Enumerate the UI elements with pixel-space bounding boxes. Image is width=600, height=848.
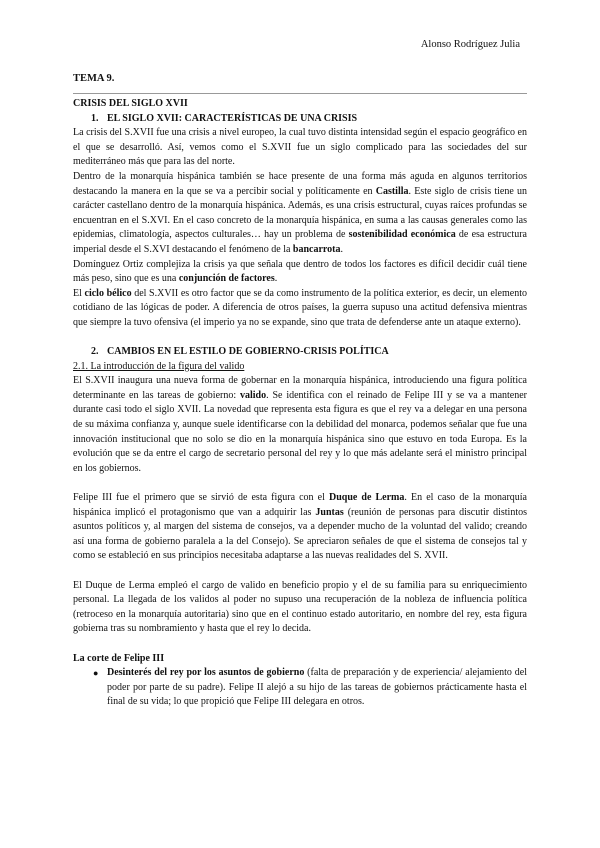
spacer bbox=[73, 564, 527, 579]
bancarrota-bold: bancarrota bbox=[292, 243, 341, 255]
paragraph-4-text-a: El bbox=[73, 287, 85, 299]
corte-felipe-iii-title: La corte de Felipe III bbox=[73, 652, 165, 664]
paragraph-6-text-c: . En el caso de la monarquía hispánica implicó el protagonismo que van a adquirir las bbox=[73, 492, 527, 518]
paragraph-3 bbox=[73, 258, 527, 287]
section-1-heading-text: EL SIGLO XVII: CARACTERÍSTICAS DE UNA CRISIS bbox=[107, 112, 358, 124]
juntas-bold: Juntas bbox=[315, 506, 344, 518]
document-body bbox=[73, 97, 527, 710]
valido-bold: valido bbox=[239, 389, 267, 401]
crisis-title: CRISIS DEL SIGLO XVII bbox=[73, 98, 188, 109]
bullet-icon: ● bbox=[93, 668, 99, 679]
paragraph-2-text-c: . Este siglo de crisis tiene un carácter castellano dentro de la monarquía hispánica. Además, es una crisis estructural, cuyas raíces profundas se encuentran en el S.XVI. En el caso concreto de la monarquía hispánica, en suma a las causas generales como las epidemias, climatología, aspectos culturales… hay un problema de bbox=[73, 185, 527, 241]
subsection-2-1-heading: 2.1. La introducción de la figura del valido bbox=[73, 360, 245, 372]
tema-title: TEMA 9. bbox=[73, 73, 115, 84]
list-item bbox=[93, 666, 527, 710]
paragraph-3-text-c: . bbox=[274, 273, 278, 285]
paragraph-5 bbox=[73, 374, 527, 476]
section-2-number: 2. bbox=[91, 346, 99, 358]
sostenibilidad-bold: sostenibilidad económica bbox=[348, 229, 456, 241]
paragraph-6-text-a: Felipe III fue el primero que se sirvió de esta figura con el bbox=[73, 492, 329, 504]
section-1-heading bbox=[73, 112, 527, 127]
bullet-1-text bbox=[107, 666, 527, 710]
castilla-bold: Castilla bbox=[375, 185, 409, 197]
paragraph-2-text-g: . bbox=[340, 243, 344, 255]
conjuncion-bold: conjunción de factores bbox=[178, 273, 275, 285]
section-2-heading bbox=[73, 345, 527, 360]
paragraph-6-text-e: (reunión de personas para discutir distintos asuntos políticos y, al margen del sistema de consejos, va a depender mucho de la voluntad del valido; creando así una forma de gobierno paralela a la del Consejo). Se apreciaron señales de que el sistema de consejos tal y como se estableció en sus principios necesitaba adaptarse a las nuevas realidades del S. XVII. bbox=[73, 506, 528, 562]
paragraph-6 bbox=[73, 491, 527, 564]
spacer bbox=[73, 331, 527, 346]
paragraph-2 bbox=[73, 170, 527, 258]
spacer bbox=[73, 637, 527, 652]
section-2-heading-text: CAMBIOS EN EL ESTILO DE GOBIERNO-CRISIS POLÍTICA bbox=[107, 346, 389, 358]
ciclo-belico-bold: ciclo bélico bbox=[84, 287, 132, 299]
header-divider bbox=[73, 93, 527, 94]
paragraph-3-text-a: Domínguez Ortiz complejiza la crisis ya que señala que dentro de todos los factores es difícil decidir cuál tiene más peso, sino que es una bbox=[73, 258, 527, 285]
section-1-number: 1. bbox=[91, 112, 99, 124]
paragraph-2-text-a: Dentro de la monarquía hispánica también se hace presente de una forma más aguda en algunos territorios destacando la manera en la que se va a percibir social y políticamente en bbox=[73, 170, 527, 197]
paragraph-1: La crisis del S.XVII fue una crisis a nivel europeo, la cual tuvo distinta intensidad según el espacio geográfico en el que se desarrolló. Así, vemos como el S.XVII fue un siglo complicado para las sociedades del sur mediterráneo más que para las del norte. bbox=[73, 127, 527, 168]
paragraph-5-text-a: El S.XVII inaugura una nueva forma de gobernar en la monarquía hispánica, introduciendo una figura política determinante en las tareas de gobierno: bbox=[73, 375, 527, 401]
paragraph-2-text-e: de esa estructura imperial desde el S.XVI destacando el fenómeno de la bbox=[73, 229, 527, 255]
paragraph-5-text-c: . Se identifica con el reinado de Felipe III y se va a mantener durante casi todo el siglo XVII. La novedad que representa esta figura es que el rey va a delegar en una persona de su máxima confianza y, aunque suele identificarse con la debilidad del monarca, podemos señalar que fue una innovación institucional que no solo se dio en la monarquía hispánica sino que estuvo en toda Europa. Es la evolución que se da entre el cargo de secretario personal del rey y lo que más adelante será el ministro principal en los gobiernos. bbox=[73, 389, 528, 474]
bullet-1-text-b: (falta de preparación y de experiencia/ alejamiento del poder por parte de su padre). Felipe II alejó a su hijo de las tareas de gobiernos prácticamente hasta el final de su vida; lo que propició que Felipe III delegara en otros. bbox=[107, 667, 527, 708]
author-name: Alonso Rodríguez Julia bbox=[420, 39, 520, 50]
paragraph-7: El Duque de Lerma empleó el cargo de valido en beneficio propio y el de su familia para su enriquecimiento personal. La llegada de los validos al poder no supuso una recuperación de la nobleza de influencia política (retroceso en la monarquía autoritaria) sino que en el continuo estado autoritario, en nombre del rey, esta figura gobierna tras su nombramiento y hasta que el rey lo decida. bbox=[73, 579, 527, 635]
desinteres-bold: Desinterés del rey por los asuntos de gobierno bbox=[107, 667, 305, 679]
paragraph-4-text-c: del S.XVII es otro factor que se da como instrumento de la política exterior, es decir, un elemento cotidiano de las lógicas de poder. A diferencia de otros países, la guerra supuso una actitud defensiva mientras que siempre la tuvo ofensiva (el imperio ya no se expande, sino que trata de defenderse ante un ataque externo). bbox=[73, 287, 527, 328]
spacer bbox=[73, 476, 527, 491]
paragraph-4 bbox=[73, 287, 527, 331]
duque-lerma-bold: Duque de Lerma bbox=[328, 492, 405, 504]
